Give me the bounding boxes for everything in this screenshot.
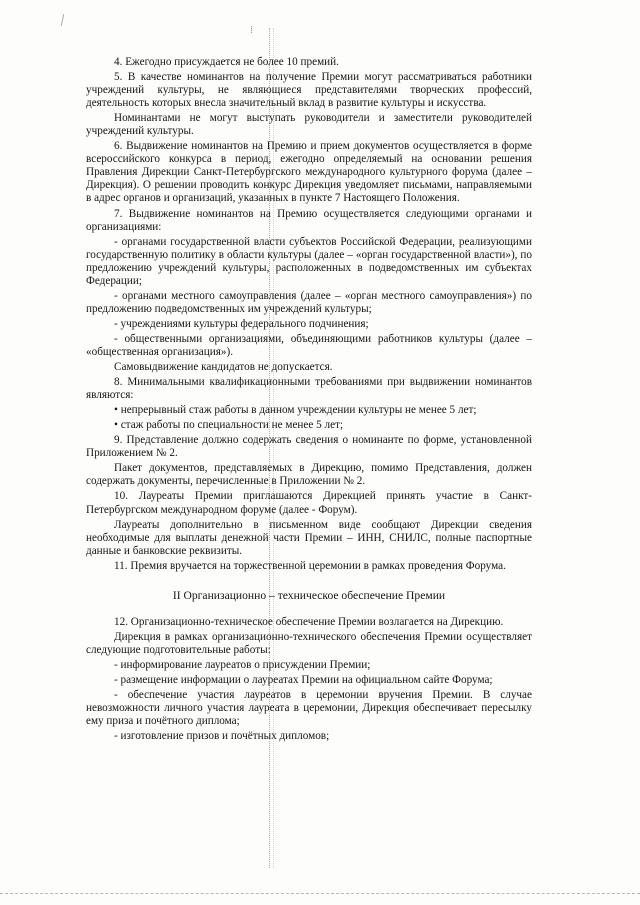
paragraph-5: 5. В качестве номинантов на получение Премии могут рассматриваться работники учреждений культуры, не являющиеся представителями творческих профессий, деятельность которых внесла значительный вклад в развитие культуры и искусства. (86, 71, 532, 110)
directorate-works-intro: Дирекция в рамках организационно-технического обеспечения Премии осуществляет следующие подготовительные работы: (86, 630, 532, 656)
paragraph-9: 9. Представление должно содержать сведения о номинанте по форме, установленной Приложением № 2. (86, 434, 532, 460)
list-item-state-bodies: - органами государственной власти субъектов Российской Федерации, реализующими государственную политику в области культуры (далее – «орган государственной власти»), по предложению учреждений культуры, расположенных в подведомственных им субъектах Федерации; (86, 235, 532, 287)
work-item-website: - размещение информации о лауреатах Премии на официальном сайте Форума; (114, 673, 493, 686)
paragraph-8: 8. Минимальными квалификационными требованиями при выдвижении номинантов являются: (86, 376, 532, 402)
paragraph-5-note: Номинантами не могут выступать руководители и заместители руководителей учреждений культуры. (86, 112, 532, 138)
document-body (86, 56, 532, 745)
paragraph-7: 7. Выдвижение номинантов на Премию осуществляется следующими органами и организациями: (86, 207, 532, 233)
work-item-prizes: - изготовление призов и почётных дипломов; (114, 730, 330, 743)
requirement-specialty-service: • стаж работы по специальности не менее 5 лет; (114, 419, 344, 432)
paragraph-10: 10. Лауреаты Премии приглашаются Дирекцией принять участие в Санкт-Петербургском международном форуме (далее - Форум). (86, 490, 532, 516)
paragraph-6: 6. Выдвижение номинантов на Премию и прием документов осуществляется в форме всероссийского конкурса в период, ежегодно определяемый на основании решения Правления Дирекции Санкт-Петербургского международного культурного форума (далее – Дирекция). О решении проводить конкурс Дирекция уведомляет письмами, направляемыми в адрес органов и организаций, указанных в пункте 7 Настоящего Положения. (86, 140, 532, 205)
list-item-local-government: - органами местного самоуправления (далее – «орган местного самоуправления») по предложению подведомственных им учреждений культуры; (86, 289, 532, 315)
paragraph-12: 12. Организационно-техническое обеспечение Премии возлагается на Дирекцию. (114, 615, 504, 628)
work-item-informing: - информирование лауреатов о присуждении Премии; (114, 658, 371, 671)
section-heading: II Организационно – техническое обеспечение Премии (172, 588, 446, 602)
self-nomination-note: Самовыдвижение кандидатов не допускается. (114, 361, 333, 374)
laureate-details-note: Лауреаты дополнительно в письменном виде сообщают Дирекции сведения необходимые для выплаты денежной части Премии – ИНН, СНИЛС, полные паспортные данные и банковские реквизиты. (86, 518, 532, 557)
paragraph-11: 11. Премия вручается на торжественной церемонии в рамках проведения Форума. (114, 559, 506, 572)
requirement-continuous-service: • непрерывный стаж работы в данном учреждении культуры не менее 5 лет; (114, 404, 477, 417)
scan-mark (61, 14, 64, 26)
document-package-note: Пакет документов, представляемых в Дирекцию, помимо Представления, должен содержать документы, перечисленные в Приложении № 2. (86, 462, 532, 488)
binding-mark: ⁞ (250, 24, 254, 36)
work-item-ceremony: - обеспечение участия лауреатов в церемонии вручения Премии. В случае невозможности личного участия лауреата в церемонии, Дирекция обеспечивает пересылку ему приза и почётного диплома; (86, 689, 532, 728)
list-item-federal-institutions: - учреждениями культуры федерального подчинения; (114, 317, 369, 330)
list-item-public-organizations: - общественными организациями, объединяющими работников культуры (далее – «общественная организация»). (86, 332, 532, 358)
paragraph-4: 4. Ежегодно присуждается не более 10 премий. (114, 56, 339, 68)
scan-bottom-edge (0, 893, 640, 894)
